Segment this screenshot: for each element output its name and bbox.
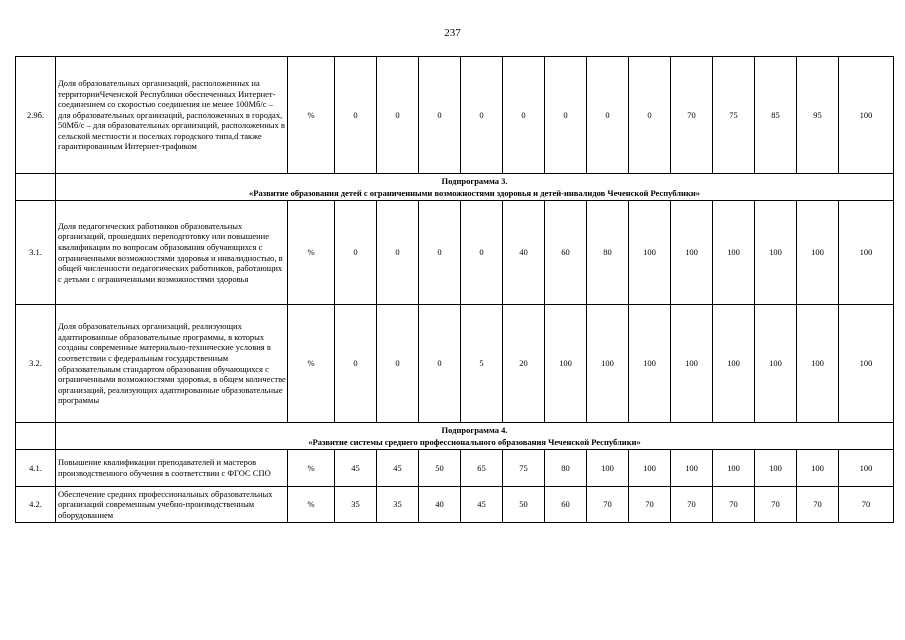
indicators-table <box>15 56 894 523</box>
indicator-value-cell: 100 <box>839 450 894 487</box>
subprogram-header-row <box>16 423 894 450</box>
indicator-value-cell: 100 <box>629 305 671 423</box>
indicator-value-cell: 100 <box>629 450 671 487</box>
indicator-value-cell: 100 <box>671 450 713 487</box>
indicator-value-cell: 75 <box>713 57 755 174</box>
indicator-value-cell: 35 <box>377 487 419 523</box>
indicator-value-cell: 100 <box>839 57 894 174</box>
indicator-value-cell: 20 <box>503 305 545 423</box>
indicator-value-cell: 0 <box>545 57 587 174</box>
indicator-value-cell: 40 <box>419 487 461 523</box>
subprogram-name: «Развитие системы среднего профессионального образования Чеченской Республики» <box>308 437 641 447</box>
indicator-value-cell: 45 <box>335 450 377 487</box>
indicator-value-cell: 0 <box>629 57 671 174</box>
indicator-description: Доля образовательных организаций, расположенных на территорииЧеченской Республики обеспеченных Интернет-соединением со скоростью соединения не менее 100Мб/с – для образовательных организаций, расположенных в городах, 50Мб/с – для образовательных организаций, расположенных в сельской местности и поселках городского типа,d также гарантированным Интернет-трафиком <box>56 57 288 174</box>
indicator-value-cell: 100 <box>713 305 755 423</box>
indicator-value-cell: 100 <box>671 305 713 423</box>
indicator-value-cell: 80 <box>587 201 629 305</box>
indicator-value-cell: 0 <box>461 201 503 305</box>
indicator-value-cell: 35 <box>335 487 377 523</box>
indicator-value-cell: 70 <box>797 487 839 523</box>
indicator-value-cell: 0 <box>419 57 461 174</box>
indicator-value-cell: 70 <box>671 487 713 523</box>
indicator-value-cell: 100 <box>587 305 629 423</box>
page-number: 237 <box>444 27 461 39</box>
indicator-value-cell: 100 <box>755 201 797 305</box>
indicator-value-cell: 0 <box>419 201 461 305</box>
indicator-value-cell: 100 <box>755 305 797 423</box>
indicator-value-cell: 100 <box>587 450 629 487</box>
indicator-number: 4.2. <box>16 487 56 523</box>
indicator-value-cell: 100 <box>755 450 797 487</box>
table-body <box>16 57 894 523</box>
indicator-number: 3.2. <box>16 305 56 423</box>
indicator-value-cell: 100 <box>629 201 671 305</box>
indicator-value-cell: 0 <box>377 57 419 174</box>
indicator-number: 2.9б. <box>16 57 56 174</box>
subprogram-title: Подпрограмма 4. <box>441 425 508 435</box>
table-row <box>16 57 894 174</box>
table-row <box>16 450 894 487</box>
subprogram-title: Подпрограмма 3. <box>441 176 508 186</box>
subprogram-header-cell <box>56 423 894 450</box>
indicator-value-cell: 70 <box>671 57 713 174</box>
indicator-value-cell: 100 <box>671 201 713 305</box>
indicator-value-cell: 0 <box>587 57 629 174</box>
subprogram-header-cell <box>56 174 894 201</box>
indicator-value-cell: 100 <box>797 305 839 423</box>
indicator-unit: % <box>288 201 335 305</box>
indicator-value-cell: 0 <box>461 57 503 174</box>
indicator-value-cell: 70 <box>839 487 894 523</box>
indicator-unit: % <box>288 305 335 423</box>
indicator-value-cell: 0 <box>335 57 377 174</box>
table-row <box>16 305 894 423</box>
indicator-value-cell: 65 <box>461 450 503 487</box>
subprogram-name: «Развитие образования детей с ограниченными возможностями здоровья и детей-инвалидов Чеченской Республики» <box>249 188 700 198</box>
indicator-value-cell: 40 <box>503 201 545 305</box>
indicator-value-cell: 0 <box>335 201 377 305</box>
indicator-value-cell: 100 <box>545 305 587 423</box>
subprogram-header-empty-cell <box>16 174 56 201</box>
indicator-value-cell: 50 <box>503 487 545 523</box>
indicator-value-cell: 70 <box>755 487 797 523</box>
indicator-description: Доля педагогических работников образовательных организаций, прошедших переподготовку или повышение квалификации по вопросам образования обучающихся с ограниченными возможностями здоровья и инвалидностью, в общей численности педагогических работников, работающих с детьми с ограниченными возможностями здоровья <box>56 201 288 305</box>
indicator-description: Доля образовательных организаций, реализующих адаптированные образовательные программы, в которых созданы современные материально-технические условия в соответствии с федеральным государственным образовательным стандартом образования обучающихся с ограниченными возможностями здоровья, в общем количестве организаций, реализующих адаптированные образовательные программы <box>56 305 288 423</box>
indicator-value-cell: 75 <box>503 450 545 487</box>
indicator-value-cell: 0 <box>377 201 419 305</box>
indicator-value-cell: 70 <box>587 487 629 523</box>
indicator-value-cell: 100 <box>797 450 839 487</box>
indicator-value-cell: 60 <box>545 487 587 523</box>
indicator-value-cell: 100 <box>713 201 755 305</box>
indicator-unit: % <box>288 57 335 174</box>
table-row <box>16 487 894 523</box>
subprogram-header-row <box>16 174 894 201</box>
indicator-value-cell: 60 <box>545 201 587 305</box>
indicator-unit: % <box>288 487 335 523</box>
indicator-value-cell: 0 <box>335 305 377 423</box>
indicator-value-cell: 100 <box>839 201 894 305</box>
indicator-value-cell: 95 <box>797 57 839 174</box>
indicator-number: 4.1. <box>16 450 56 487</box>
indicator-value-cell: 70 <box>629 487 671 523</box>
table-row <box>16 201 894 305</box>
indicator-value-cell: 0 <box>503 57 545 174</box>
indicator-description: Повышение квалификации преподавателей и мастеров производственного обучения в соответствии с ФГОС СПО <box>56 450 288 487</box>
indicator-unit: % <box>288 450 335 487</box>
indicator-value-cell: 5 <box>461 305 503 423</box>
indicator-number: 3.1. <box>16 201 56 305</box>
indicator-value-cell: 70 <box>713 487 755 523</box>
indicator-value-cell: 100 <box>713 450 755 487</box>
indicator-value-cell: 85 <box>755 57 797 174</box>
indicator-value-cell: 45 <box>461 487 503 523</box>
indicator-value-cell: 45 <box>377 450 419 487</box>
indicator-value-cell: 0 <box>419 305 461 423</box>
subprogram-header-empty-cell <box>16 423 56 450</box>
indicator-value-cell: 50 <box>419 450 461 487</box>
indicator-value-cell: 100 <box>839 305 894 423</box>
indicator-value-cell: 100 <box>797 201 839 305</box>
indicator-value-cell: 0 <box>377 305 419 423</box>
indicator-description: Обеспечение средних профессиональных образовательных организаций современным учебно-производственным оборудованием <box>56 487 288 523</box>
indicator-value-cell: 80 <box>545 450 587 487</box>
